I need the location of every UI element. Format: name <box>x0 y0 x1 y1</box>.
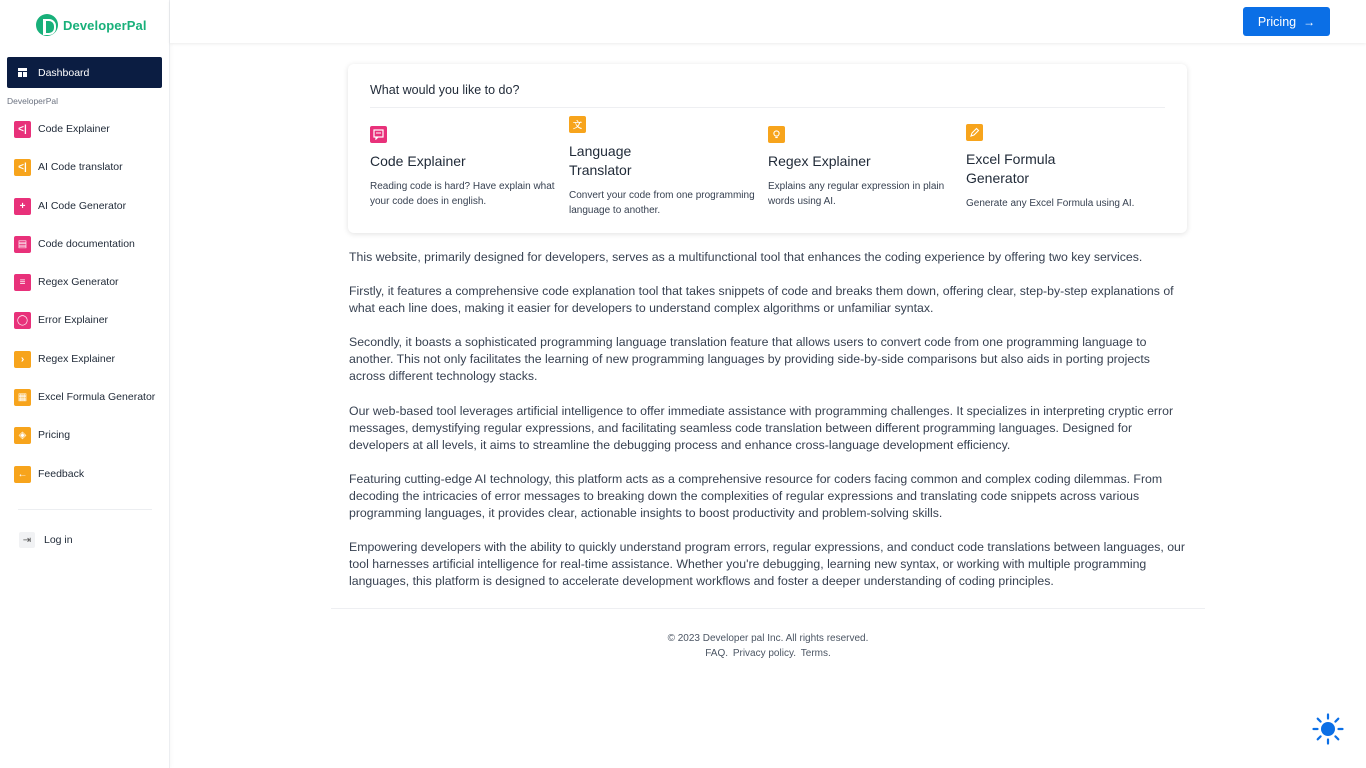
code-bracket-icon: <| <box>14 159 31 176</box>
tool-title: Excel Formula Generator <box>966 151 1056 186</box>
footer <box>331 631 1205 661</box>
sidebar-item-label: Code documentation <box>38 237 135 250</box>
tool-picker-card <box>348 64 1187 233</box>
sidebar-item-regex-generator[interactable] <box>14 273 164 311</box>
brand-name: DeveloperPal <box>63 17 147 33</box>
theme-toggle-button[interactable] <box>1312 713 1344 745</box>
tool-regex-explainer[interactable] <box>768 126 958 209</box>
login-label: Log in <box>44 534 73 546</box>
login-button[interactable] <box>19 532 73 548</box>
sidebar-item-dashboard[interactable] <box>7 57 162 88</box>
copyright: © 2023 Developer pal Inc. All rights reserved. <box>667 633 869 644</box>
sidebar-item-excel-formula-generator[interactable] <box>14 388 164 426</box>
paragraph: Empowering developers with the ability to quickly understand program errors, regular expressions, and conduct code translations between languages, our tool harnesses artificial intelligence for real-time assistance. Whether you're debugging, learning new syntax, or working with multiple programming languages, this platform is designed to accelerate development workflows and foster a deeper understanding of coding principles. <box>349 540 1185 589</box>
privacy-policy-link[interactable]: Privacy policy. <box>732 648 796 659</box>
card-divider <box>370 107 1165 108</box>
sidebar-divider <box>18 509 152 510</box>
pricing-button[interactable] <box>1243 7 1330 36</box>
dashboard-icon <box>18 68 27 77</box>
tag-icon: ◈ <box>14 427 31 444</box>
plus-icon: + <box>14 198 31 215</box>
paragraph: Our web-based tool leverages artificial intelligence to offer immediate assistance with programming challenges. It specializes in interpreting cryptic error messages, demystifying regular expressions, and facilitating seamless code translation between different programming languages. Designed for developers at all levels, it aims to streamline the debugging process and enhance cross-language development efficiency. <box>349 403 1174 452</box>
error-circle-icon: ◯ <box>14 312 31 329</box>
sidebar-item-label: Dashboard <box>38 66 90 79</box>
paragraph: This website, primarily designed for developers, serves as a multifunctional tool that enhances the coding experience by offering two key services. <box>349 250 1143 264</box>
top-bar <box>170 0 1366 43</box>
sidebar-item-label: Regex Explainer <box>38 352 116 365</box>
translate-icon: 文 <box>569 116 586 133</box>
tool-title: Language Translator <box>569 143 632 178</box>
chat-icon <box>370 126 387 143</box>
tool-picker-question: What would you like to do? <box>370 83 520 97</box>
brand-logo[interactable] <box>36 13 147 37</box>
tool-description: Generate any Excel Formula using AI. <box>966 198 1135 209</box>
paragraph: Firstly, it features a comprehensive code explanation tool that takes snippets of code and breaks them down, offering clear, step-by-step explanations of what each line does, making it easier for developers to understand complex algorithms or unfamiliar syntax. <box>349 284 1174 316</box>
tool-description: Reading code is hard? Have explain what your code does in english. <box>370 181 555 207</box>
sidebar-nav <box>14 120 164 503</box>
sidebar-item-label: Regex Generator <box>38 276 119 289</box>
list-icon: ≡ <box>14 274 31 291</box>
faq-link[interactable]: FAQ. <box>705 648 729 659</box>
pencil-icon <box>966 124 983 141</box>
sidebar-item-label: Excel Formula Generator <box>38 391 156 404</box>
tool-description: Explains any regular expression in plain words using AI. <box>768 181 945 207</box>
sidebar <box>0 0 170 768</box>
sidebar-item-ai-code-translator[interactable] <box>14 158 164 196</box>
sidebar-item-label: Code Explainer <box>38 123 110 135</box>
code-bracket-icon: <| <box>14 121 31 138</box>
chevron-right-icon: › <box>14 351 31 368</box>
tool-description: Convert your code from one programming language to another. <box>569 190 755 216</box>
sidebar-item-feedback[interactable] <box>14 465 164 503</box>
sidebar-section-label: DeveloperPal <box>7 96 59 106</box>
sidebar-item-label: Feedback <box>38 467 85 480</box>
sidebar-item-label: Error Explainer <box>38 314 109 327</box>
sidebar-item-label: AI Code translator <box>38 161 123 174</box>
sidebar-item-label: AI Code Generator <box>38 199 127 212</box>
tool-title: Regex Explainer <box>768 153 871 169</box>
login-icon: ⇥ <box>19 532 35 548</box>
sidebar-item-code-documentation[interactable] <box>14 235 164 273</box>
table-icon: ▦ <box>14 389 31 406</box>
tool-title: Code Explainer <box>370 153 466 169</box>
sidebar-item-label: Pricing <box>38 429 71 442</box>
tool-code-explainer[interactable] <box>370 126 560 209</box>
lightbulb-icon <box>768 126 785 143</box>
sidebar-item-pricing[interactable] <box>14 426 164 464</box>
logo-icon <box>36 14 58 36</box>
tool-excel-formula-generator[interactable] <box>966 124 1156 211</box>
paragraph: Featuring cutting-edge AI technology, this platform acts as a comprehensive resource for coders facing common and complex coding dilemmas. From decoding the intricacies of error messages to breaking down the complexities of regular expressions and translating code snippets across various programming languages, it provides clear, actionable insights to boost productivity and problem-solving skills. <box>349 471 1163 521</box>
tool-language-translator[interactable] <box>569 116 761 218</box>
sidebar-item-code-explainer[interactable] <box>14 120 164 158</box>
description-content <box>349 249 1189 607</box>
footer-divider <box>331 608 1205 609</box>
footer-links <box>331 646 1205 661</box>
sidebar-item-ai-code-generator[interactable] <box>14 197 164 235</box>
arrow-left-icon: ← <box>14 466 31 483</box>
terms-link[interactable]: Terms. <box>800 648 831 659</box>
document-icon: ▤ <box>14 236 31 253</box>
sidebar-item-regex-explainer[interactable] <box>14 350 164 388</box>
pricing-button-label: Pricing <box>1257 14 1297 29</box>
paragraph: Secondly, it boasts a sophisticated programming language translation feature that allows users to convert code from one programming language to another. This not only facilitates the learning of new programming languages by providing side-by-side comparisons but also aids in porting projects across different technology stacks. <box>349 335 1150 384</box>
arrow-right-icon: → <box>1303 14 1316 29</box>
sidebar-item-error-explainer[interactable] <box>14 311 164 349</box>
sun-icon <box>1312 713 1344 745</box>
